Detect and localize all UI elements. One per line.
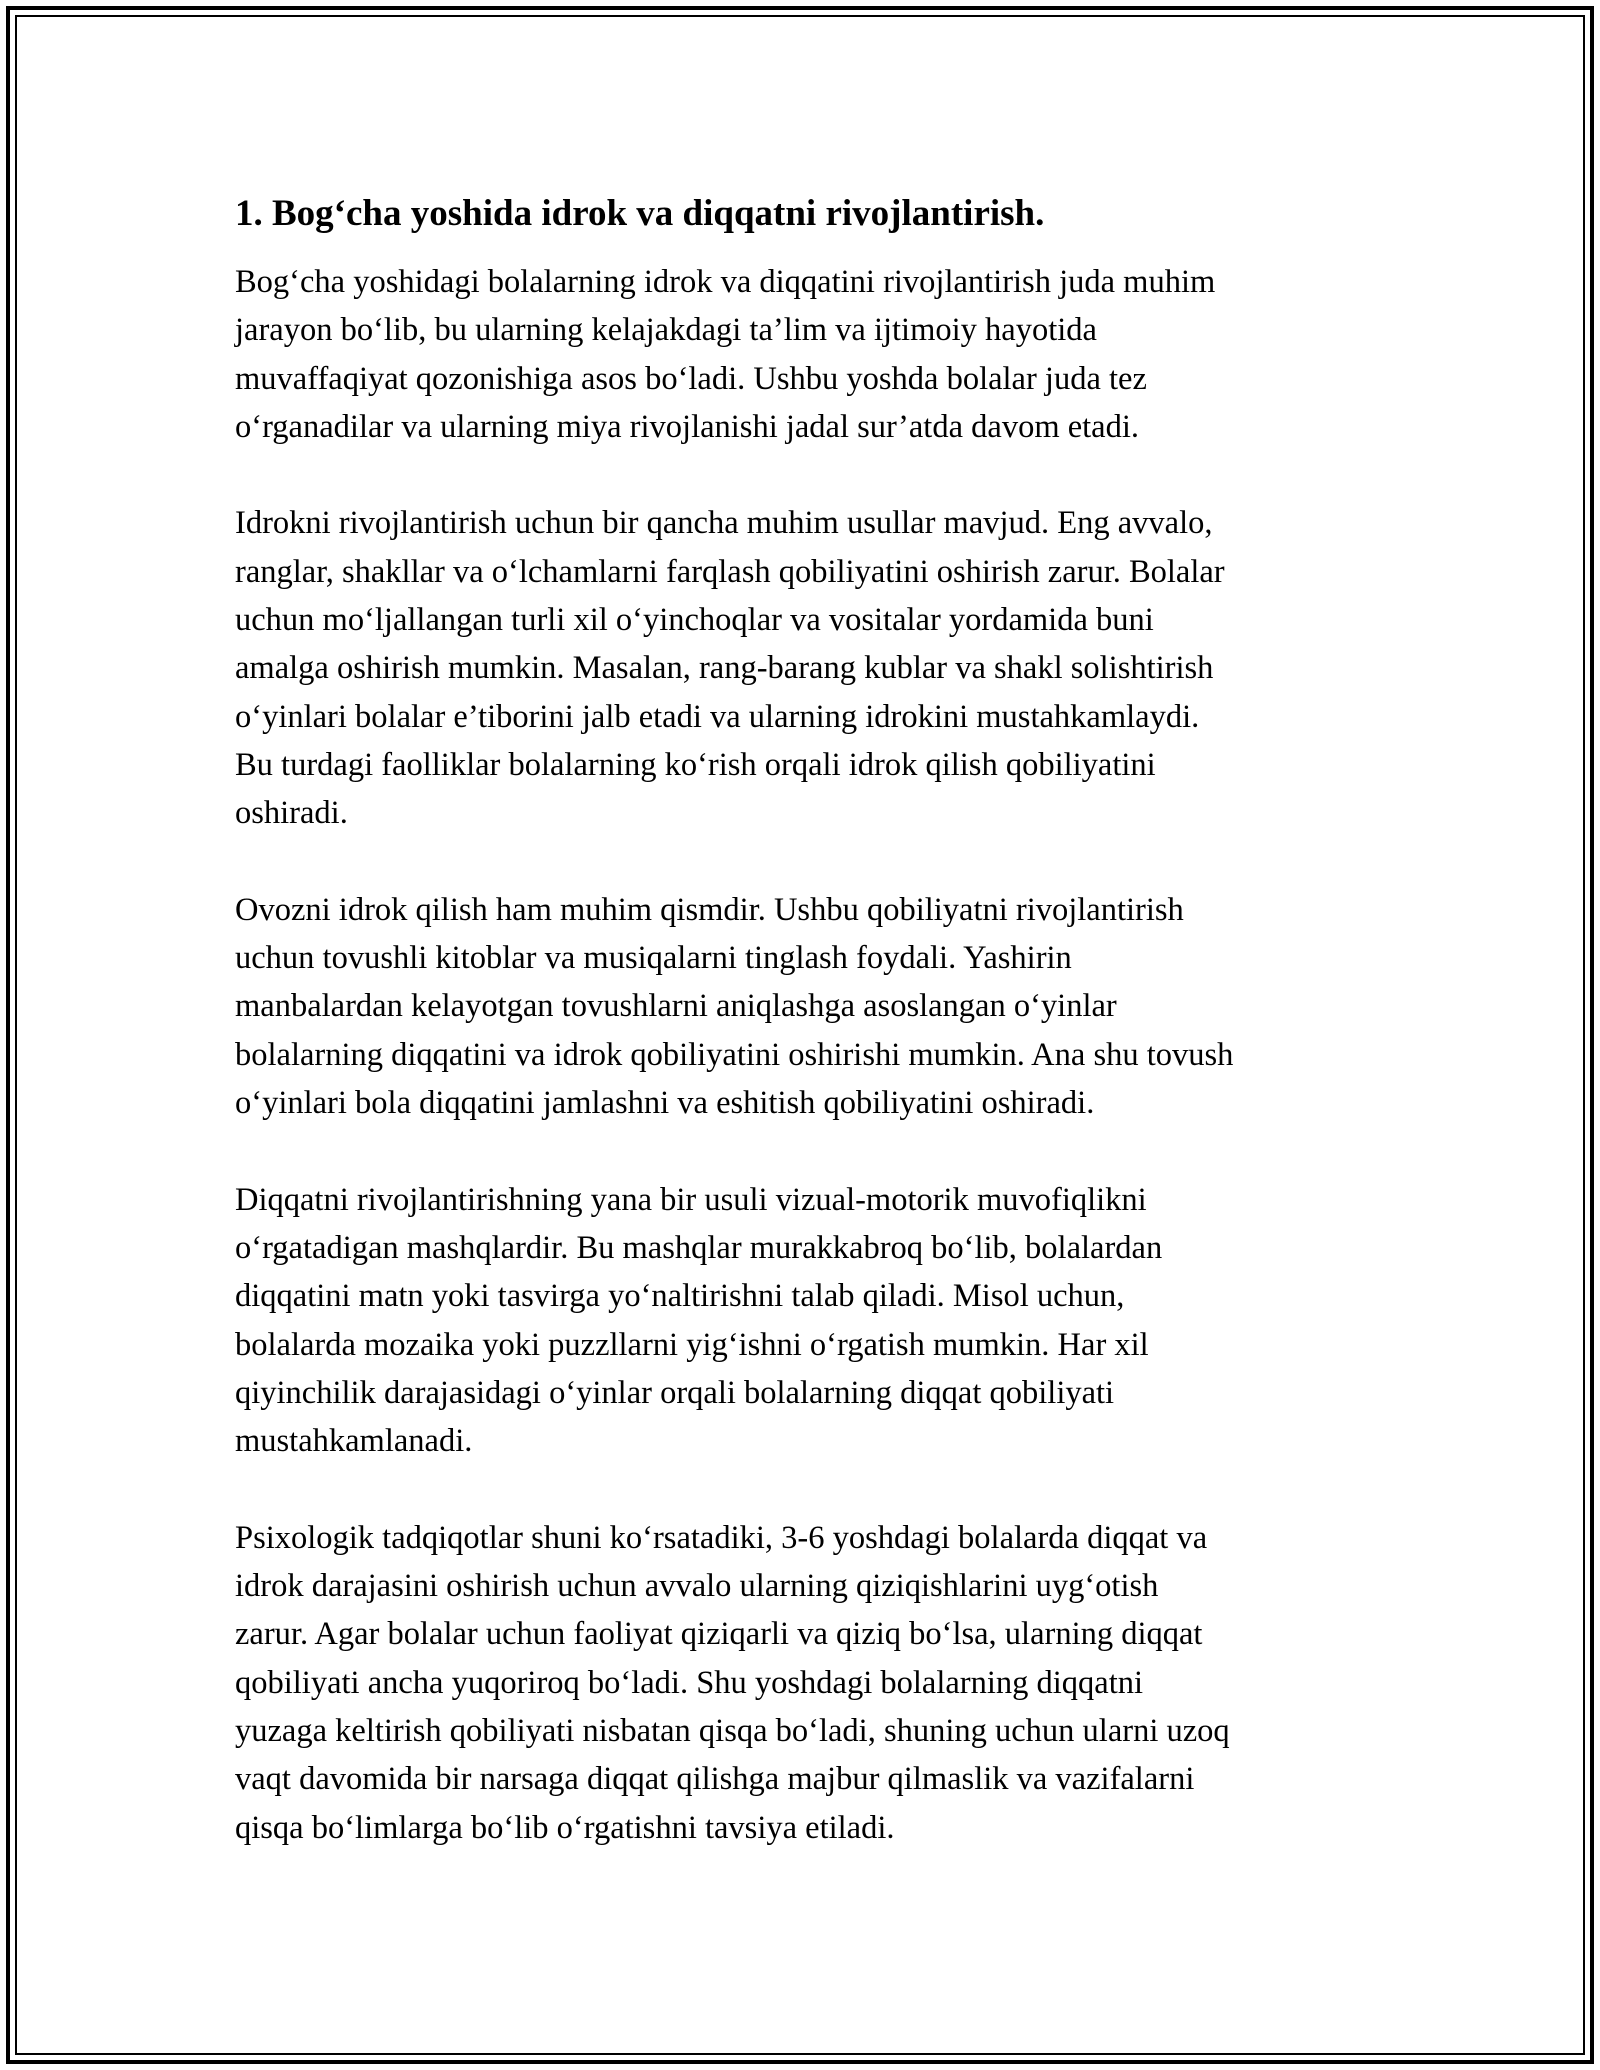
section-title: 1. Bog‘cha yoshida idrok va diqqatni rivojlantirish.: [235, 193, 1045, 234]
document-body: [235, 188, 1375, 1852]
paragraph: Psixologik tadqiqotlar shuni ko‘rsatadiki, 3-6 yoshdagi bolalarda diqqat va idrok darajasini oshirish uchun avvalo ularning qiziqishlarini uyg‘otish zarur. Agar bolalar uchun faoliyat qiziqarli va qiziq bo‘lsa, ularning diqqat qobiliyati ancha yuqoriroq bo‘ladi. Shu yoshdagi bolalarning diqqatni yuzaga keltirish qobiliyati nisbatan qisqa bo‘ladi, shuning uchun ularni uzoq vaqt davomida bir narsaga diqqat qilishga majbur qilmaslik va vazifalarni qisqa bo‘limlarga bo‘lib o‘rgatishni tavsiya etiladi.: [235, 1519, 1230, 1846]
paragraph: Ovozni idrok qilish ham muhim qismdir. Ushbu qobiliyatni rivojlantirish uchun tovushli kitoblar va musiqalarni tinglash foydali. Yashirin manbalardan kelayotgan tovushlarni aniqlashga asoslangan o‘yinlar bolalarning diqqatini va idrok qobiliyatini oshirishi mumkin. Ana shu tovush o‘yinlari bola diqqatini jamlashni va eshitish qobiliyatini oshiradi.: [235, 891, 1234, 1122]
paragraph: Bog‘cha yoshidagi bolalarning idrok va diqqatini rivojlantirish juda muhim jarayon bo‘lib, bu ularning kelajakdagi ta’lim va ijtimoiy hayotida muvaffaqiyat qozonishiga asos bo‘ladi. Ushbu yoshda bolalar juda tez o‘rganadilar va ularning miya rivojlanishi jadal sur’atda davom etadi.: [235, 264, 1216, 445]
paragraph: Diqqatni rivojlantirishning yana bir usuli vizual-motorik muvofiqlikni o‘rgatadigan mashqlardir. Bu mashqlar murakkabroq bo‘lib, bolalardan diqqatini matn yoki tasvirga yo‘naltirishni talab qiladi. Misol uchun, bolalarda mozaika yoki puzzllarni yig‘ishni o‘rgatish mumkin. Har xil qiyinchilik darajasidagi o‘yinlar orqali bolalarning diqqat qobiliyati mustahkamlanadi.: [235, 1181, 1163, 1460]
paragraph: Idrokni rivojlantirish uchun bir qancha muhim usullar mavjud. Eng avvalo, ranglar, shakllar va o‘lchamlarni farqlash qobiliyatini oshirish zarur. Bolalar uchun mo‘ljallangan turli xil o‘yinchoqlar va vositalar yordamida buni amalga oshirish mumkin. Masalan, rang-barang kublar va shakl solishtirish o‘yinlari bolalar e’tiborini jalb etadi va ularning idrokini mustahkamlaydi. Bu turdagi faolliklar bolalarning ko‘rish orqali idrok qilish qobiliyatini oshiradi.: [235, 505, 1225, 832]
